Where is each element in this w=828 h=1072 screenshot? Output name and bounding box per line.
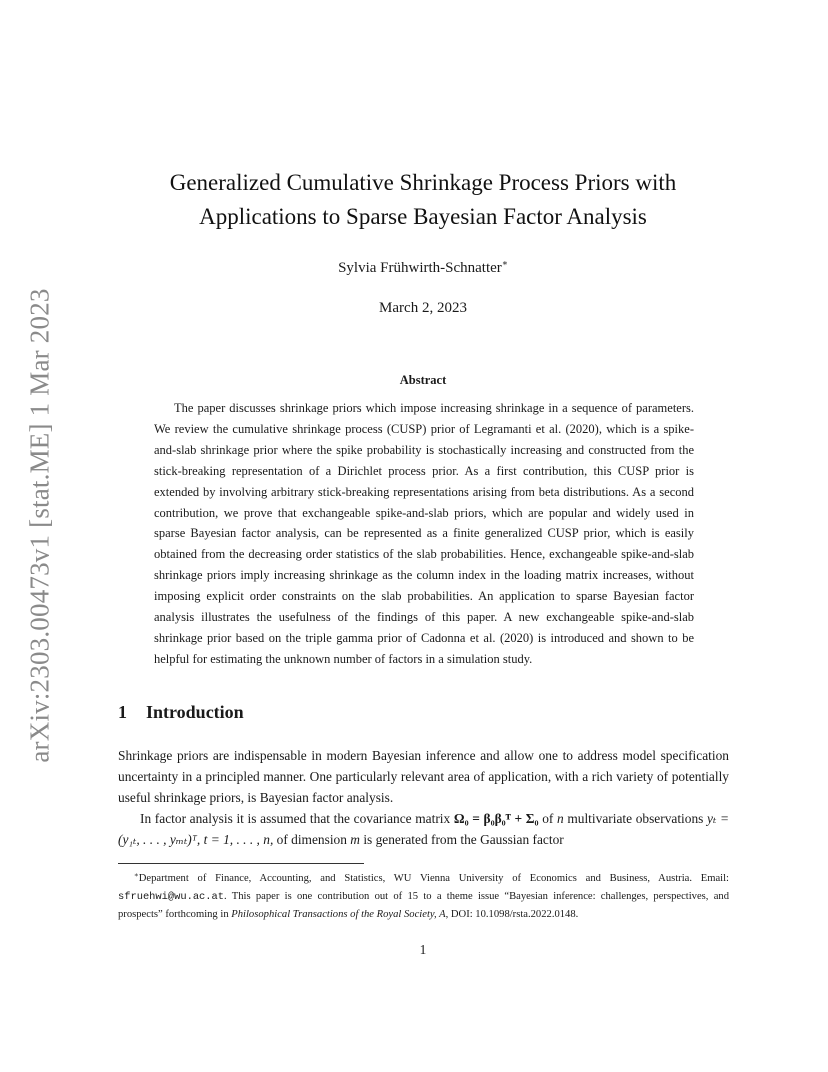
intro-p2-mid1: of	[538, 811, 557, 826]
intro-p2-m: m	[350, 832, 360, 847]
intro-p2-observation-formula: yₜ = (y₁ₜ, . . . , yₘₜ)ᵀ, t = 1, . . . , n,	[118, 811, 729, 847]
footnote	[118, 867, 729, 924]
arxiv-identifier-stamp	[18, 284, 62, 766]
paper-date: March 2, 2023	[379, 300, 467, 316]
footnote-mark: ∗	[134, 871, 139, 879]
footnote-journal: Philosophical Transactions of the Royal Society, A	[231, 909, 446, 921]
intro-p2-mid2: multivariate observations	[563, 811, 708, 826]
intro-p2-n: n	[557, 811, 564, 826]
intro-paragraph-1: Shrinkage priors are indispensable in modern Bayesian inference and allow one to address model specification uncertainty in a principled manner. One particularly relevant area of application, with a rich variety of potentially useful shrinkage priors, is Bayesian factor analysis.	[118, 748, 729, 805]
paper-title-line-1: Generalized Cumulative Shrinkage Process Priors with	[169, 170, 677, 195]
section-heading	[118, 702, 244, 723]
author-footnote-mark: ∗	[501, 258, 508, 268]
intro-p2-mid3: of dimension	[273, 832, 351, 847]
introduction-body	[118, 745, 729, 850]
intro-p2-start: In factor analysis it is assumed that the covariance matrix	[140, 811, 454, 826]
footnote-text-3: , DOI: 10.1098/rsta.2022.0148.	[445, 909, 579, 921]
footnote-text-2: . This paper is one contribution out of 15 to a theme issue “Bayesian inference: challenges, perspectives, and prospects” forthcoming in	[118, 890, 729, 921]
intro-p2-end: is generated from the Gaussian factor	[359, 832, 564, 847]
abstract-text: The paper discusses shrinkage priors which impose increasing shrinkage in a sequence of parameters. We review the cumulative shrinkage process (CUSP) prior of Legramanti et al. (2020), which is a spike-and-slab shrinkage prior where the spike probability is stochastically increasing and constructed from the stick-breaking representation of a Dirichlet process prior. As a first contribution, this CUSP prior is extended by involving arbitrary stick-breaking representations arising from beta distributions. As a second contribution, we prove that exchangeable spike-and-slab priors, which are popular and widely used in sparse Bayesian factor analysis, can be represented as a finite generalized CUSP prior, which is easily obtained from the decreasing order statistics of the slab probabilities. Hence, exchangeable spike-and-slab shrinkage priors imply increasing shrinkage as the column index in the loading matrix increases, without imposing explicit order constraints on the slab probabilities. An application to sparse Bayesian factor analysis illustrates the usefulness of the findings of this paper. A new exchangeable spike-and-slab shrinkage prior based on the triple gamma prior of Cadonna et al. (2020) is introduced and shown to be helpful for estimating the unknown number of factors in a simulation study.	[154, 401, 694, 666]
abstract-heading: Abstract	[399, 373, 447, 387]
footnote-rule	[118, 863, 364, 864]
intro-p2-covariance-formula: Ω₀ = β₀β₀ᵀ + Σ₀	[453, 811, 539, 826]
paper-title-line-2: Applications to Sparse Bayesian Factor Analysis	[199, 204, 647, 229]
footnote-email-link[interactable]: sfruehwi@wu.ac.at	[118, 890, 225, 903]
paper-title	[118, 166, 728, 234]
arxiv-identifier-text: arXiv:2303.00473v1 [stat.ME] 1 Mar 2023	[24, 287, 55, 763]
section-title: Introduction	[146, 702, 244, 722]
intro-paragraph-2	[118, 808, 729, 850]
section-number: 1	[118, 702, 127, 722]
page-number: 1	[419, 942, 427, 957]
author-name: Sylvia Frühwirth-Schnatter	[338, 260, 502, 276]
footnote-text-1: Department of Finance, Accounting, and Statistics, WU Vienna University of Economics and Business, Austria. Email:	[138, 873, 729, 884]
author	[118, 258, 728, 277]
